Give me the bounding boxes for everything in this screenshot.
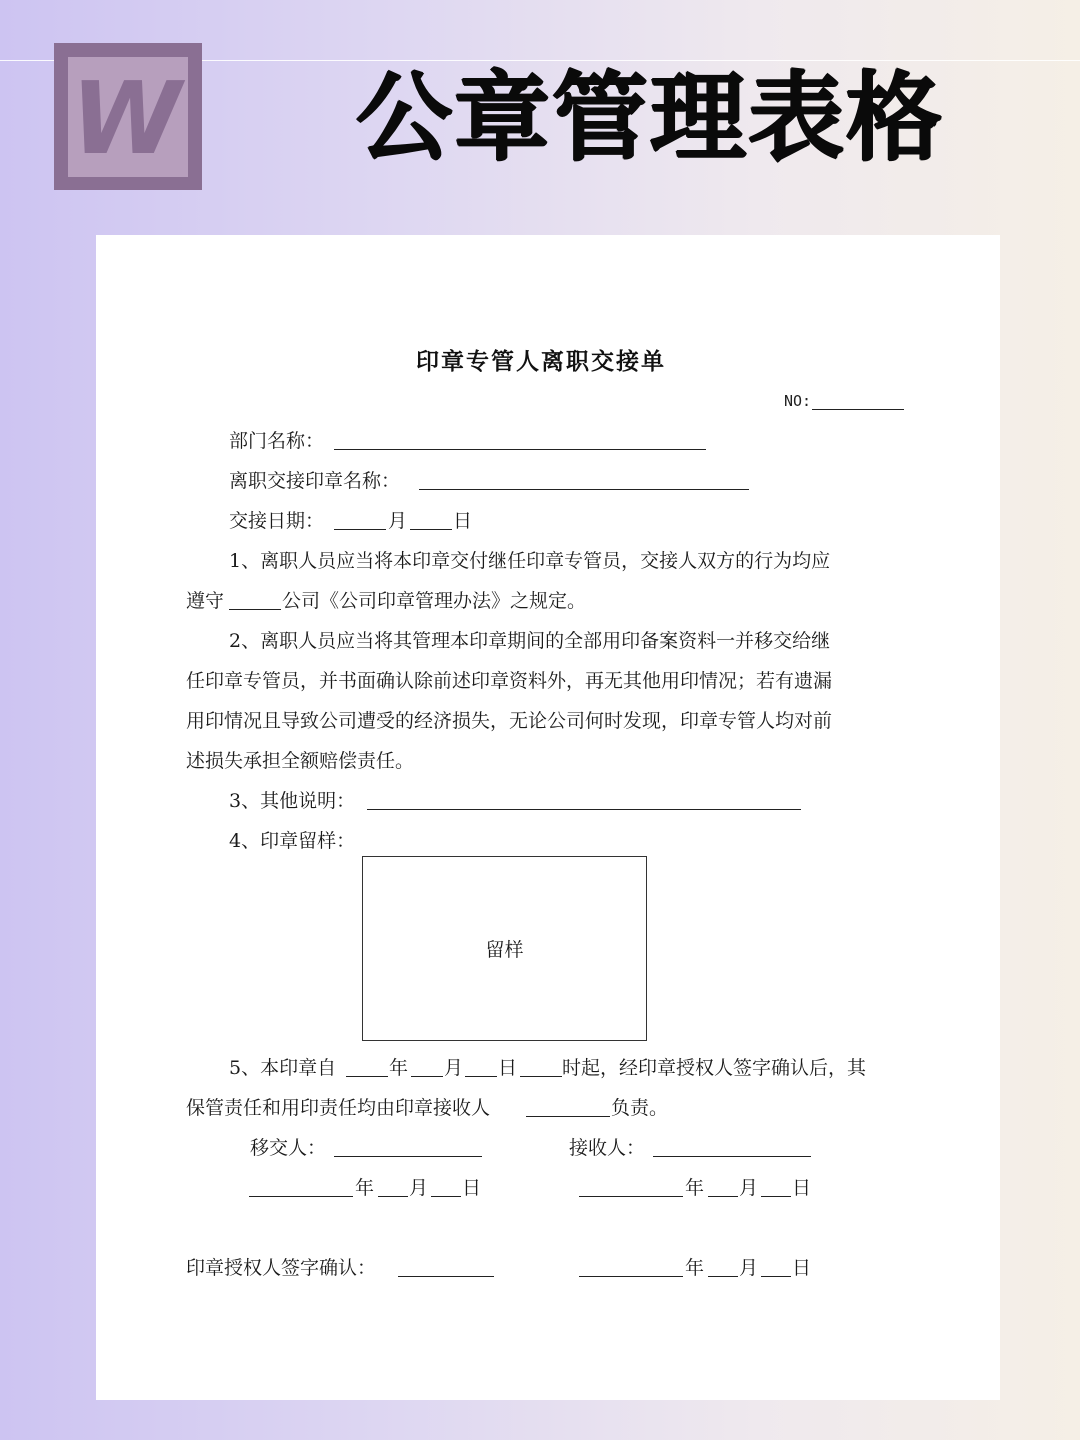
department-blank-line[interactable] [334,449,706,450]
item2-line3: 用印情况且导致公司遭受的经济损失，无论公司何时发现，印章专管人均对前 [186,710,833,732]
no-blank-line[interactable] [812,409,904,410]
item1-line2-suffix: 公司《公司印章管理办法》之规定。 [282,590,587,612]
authorizer-month-blank[interactable] [708,1276,738,1277]
date-day-blank[interactable] [410,529,452,530]
receiver-sign-month-blank[interactable] [708,1196,738,1197]
svg-text:W: W [70,60,182,177]
receiver-label: 接收人： [569,1137,646,1159]
seal-sample-text: 留样 [485,939,524,961]
receiver-sign-month-text: 月 [739,1177,759,1199]
department-label: 部门名称： [229,430,325,452]
date-month-blank[interactable] [334,529,386,530]
authorizer-sign-blank[interactable] [398,1276,494,1277]
item5-month-text: 月 [444,1057,464,1079]
item5-year-text: 年 [389,1057,409,1079]
banner-title: 公章管理表格 [356,62,944,174]
item1-company-blank[interactable] [229,609,281,610]
authorizer-day-text: 日 [792,1257,812,1279]
item4-label: 4、印章留样： [229,830,356,852]
handover-person-blank[interactable] [334,1156,482,1157]
authorizer-year-text: 年 [685,1257,705,1279]
receiver-sign-year-text: 年 [685,1177,705,1199]
seal-name-blank-line[interactable] [419,489,749,490]
handover-sign-year-blank[interactable] [249,1196,353,1197]
item2-line2: 任印章专管员，并书面确认除前述印章资料外，再无其他用印情况；若有遗漏 [186,670,833,692]
authorizer-sign-label: 印章授权人签字确认： [186,1257,377,1279]
date-month-text: 月 [388,510,408,532]
item5-day-text: 日 [498,1057,518,1079]
item5-receiver-blank[interactable] [526,1116,610,1117]
document-paper [96,235,1000,1400]
item1-line2-prefix: 遵守 [186,590,225,612]
item3-blank-line[interactable] [367,809,801,810]
handover-person-label: 移交人： [250,1137,327,1159]
word-logo-icon [54,43,202,190]
item5-hour-blank[interactable] [520,1076,562,1077]
item5-prefix: 5、本印章自 [229,1057,337,1079]
item5-day-blank[interactable] [465,1076,497,1077]
item2-line1: 2、离职人员应当将其管理本印章期间的全部用印备案资料一并移交给继 [229,630,831,652]
seal-name-label: 离职交接印章名称： [229,470,401,492]
item1-line1: 1、离职人员应当将本印章交付继任印章专管员，交接人双方的行为均应 [229,550,831,572]
handover-sign-month-blank[interactable] [378,1196,408,1197]
word-w-glyph-icon [68,57,188,177]
handover-sign-day-blank[interactable] [431,1196,461,1197]
authorizer-month-text: 月 [739,1257,759,1279]
item5-suffix: 时起，经印章授权人签字确认后，其 [562,1057,867,1079]
item5-month-blank[interactable] [411,1076,443,1077]
item5-line2-suffix: 负责。 [611,1097,669,1119]
date-day-text: 日 [453,510,473,532]
handover-sign-day-text: 日 [462,1177,482,1199]
handover-sign-month-text: 月 [409,1177,429,1199]
receiver-sign-year-blank[interactable] [579,1196,683,1197]
receiver-sign-day-blank[interactable] [761,1196,791,1197]
item5-line2-prefix: 保管责任和用印责任均由印章接收人 [186,1097,491,1119]
authorizer-day-blank[interactable] [761,1276,791,1277]
authorizer-year-blank[interactable] [579,1276,683,1277]
handover-date-label: 交接日期： [229,510,325,532]
document-title: 印章专管人离职交接单 [416,349,666,375]
seal-sample-box [362,856,647,1041]
item5-year-blank[interactable] [346,1076,388,1077]
handover-sign-year-text: 年 [355,1177,375,1199]
no-label: NO: [784,392,812,410]
receiver-blank[interactable] [653,1156,811,1157]
receiver-sign-day-text: 日 [792,1177,812,1199]
item3-label: 3、其他说明： [229,790,356,812]
item2-line4: 述损失承担全额赔偿责任。 [186,750,415,772]
